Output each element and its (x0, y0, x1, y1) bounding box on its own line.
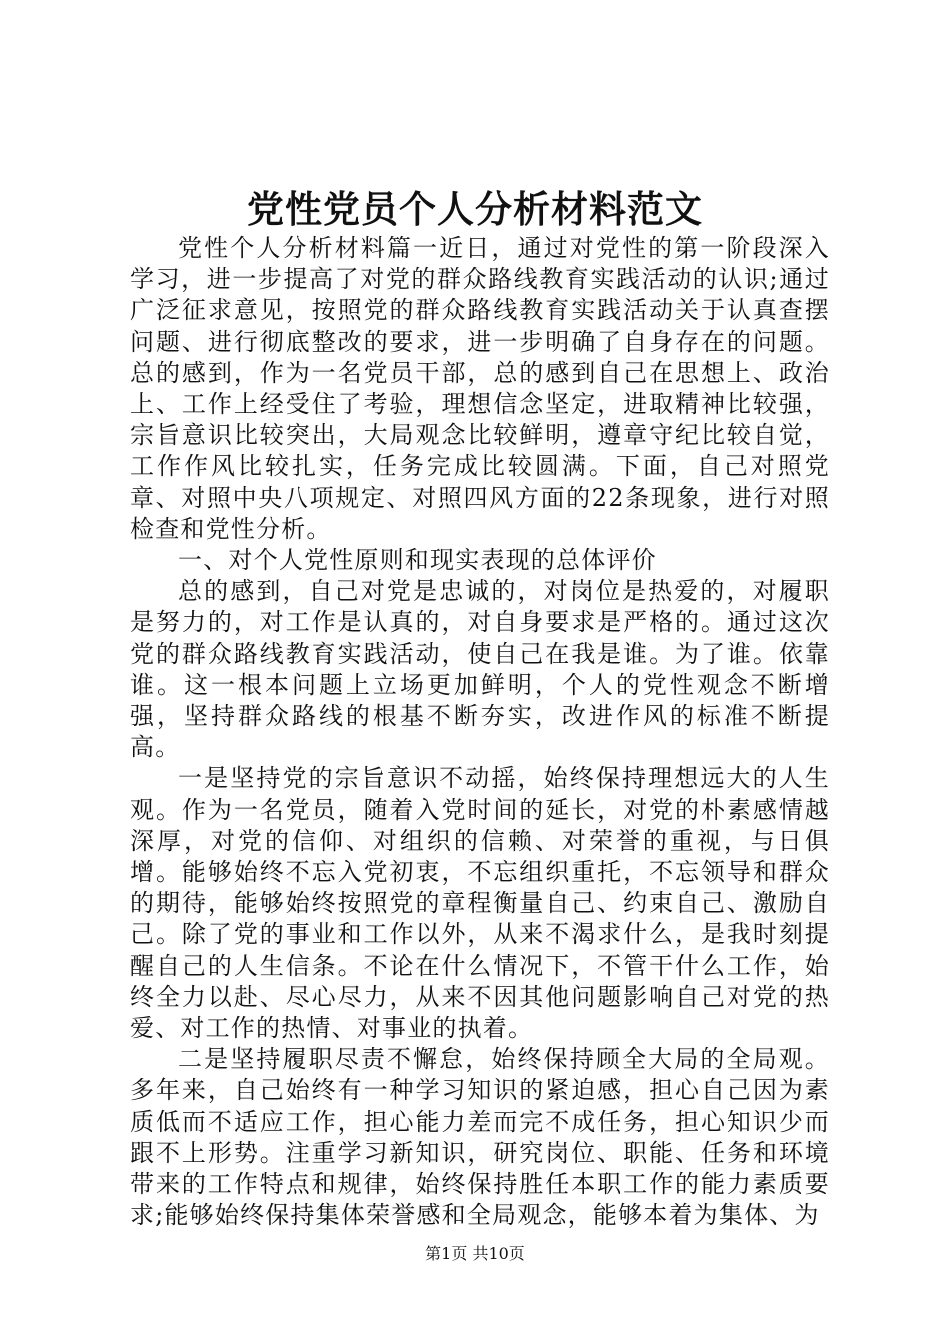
section-heading-1: 一、对个人党性原则和现实表现的总体评价 (178, 546, 657, 575)
document-body (130, 233, 830, 1232)
paragraph-overall-evaluation: 总的感到，自己对党是忠诚的，对岗位是热爱的，对履职是努力的，对工作是认真的，对自身要求是严格的。通过这次党的群众路线教育实践活动，使自己在我是谁。为了谁。依靠谁。这一根本问题上立场更加鲜明，个人的党性观念不断增强，坚持群众路线的根基不断夯实，改进作风的标准不断提高。 (130, 577, 830, 762)
paragraph-point-two: 二是坚持履职尽责不懈怠，始终保持顾全大局的全局观。多年来，自己始终有一种学习知识的紧迫感，担心自己因为素质低而不适应工作，担心能力差而完不成任务，担心知识少而跟不上形势。注重学习新知识，研究岗位、职能、任务和环境带来的工作特点和规律，始终保持胜任本职工作的能力素质要求;能够始终保持集体荣誉感和全局观念，能够本着为集体、为 (130, 1045, 830, 1230)
paragraph-intro: 党性个人分析材料篇一近日，通过对党性的第一阶段深入学习，进一步提高了对党的群众路线教育实践活动的认识;通过广泛征求意见，按照党的群众路线教育实践活动关于认真查摆问题、进行彻底整改的要求，进一步明确了自身存在的问题。总的感到，作为一名党员干部，总的感到自己在思想上、政治上、工作上经受住了考验，理想信念坚定，进取精神比较强，宗旨意识比较突出，大局观念比较鲜明，遵章守纪比较自觉，工作作风比较扎实，任务完成比较圆满。下面，自己对照党章、对照中央八项规定、对照四风方面的22条现象，进行对照检查和党性分析。 (130, 234, 830, 543)
paragraph-point-one: 一是坚持党的宗旨意识不动摇，始终保持理想远大的人生观。作为一名党员，随着入党时间的延长，对党的朴素感情越深厚，对党的信仰、对组织的信赖、对荣誉的重视，与日俱增。能够始终不忘入党初衷，不忘组织重托，不忘领导和群众的期待，能够始终按照党的章程衡量自己、约束自己、激励自己。除了党的事业和工作以外，从来不渴求什么，是我时刻提醒自己的人生信条。不论在什么情况下，不管干什么工作，始终全力以赴、尽心尽力，从来不因其他问题影响自己对党的热爱、对工作的热情、对事业的执着。 (130, 764, 830, 1043)
page-number-footer: 第1页 共10页 (425, 1244, 525, 1263)
document-title: 党性党员个人分析材料范文 (247, 187, 703, 231)
